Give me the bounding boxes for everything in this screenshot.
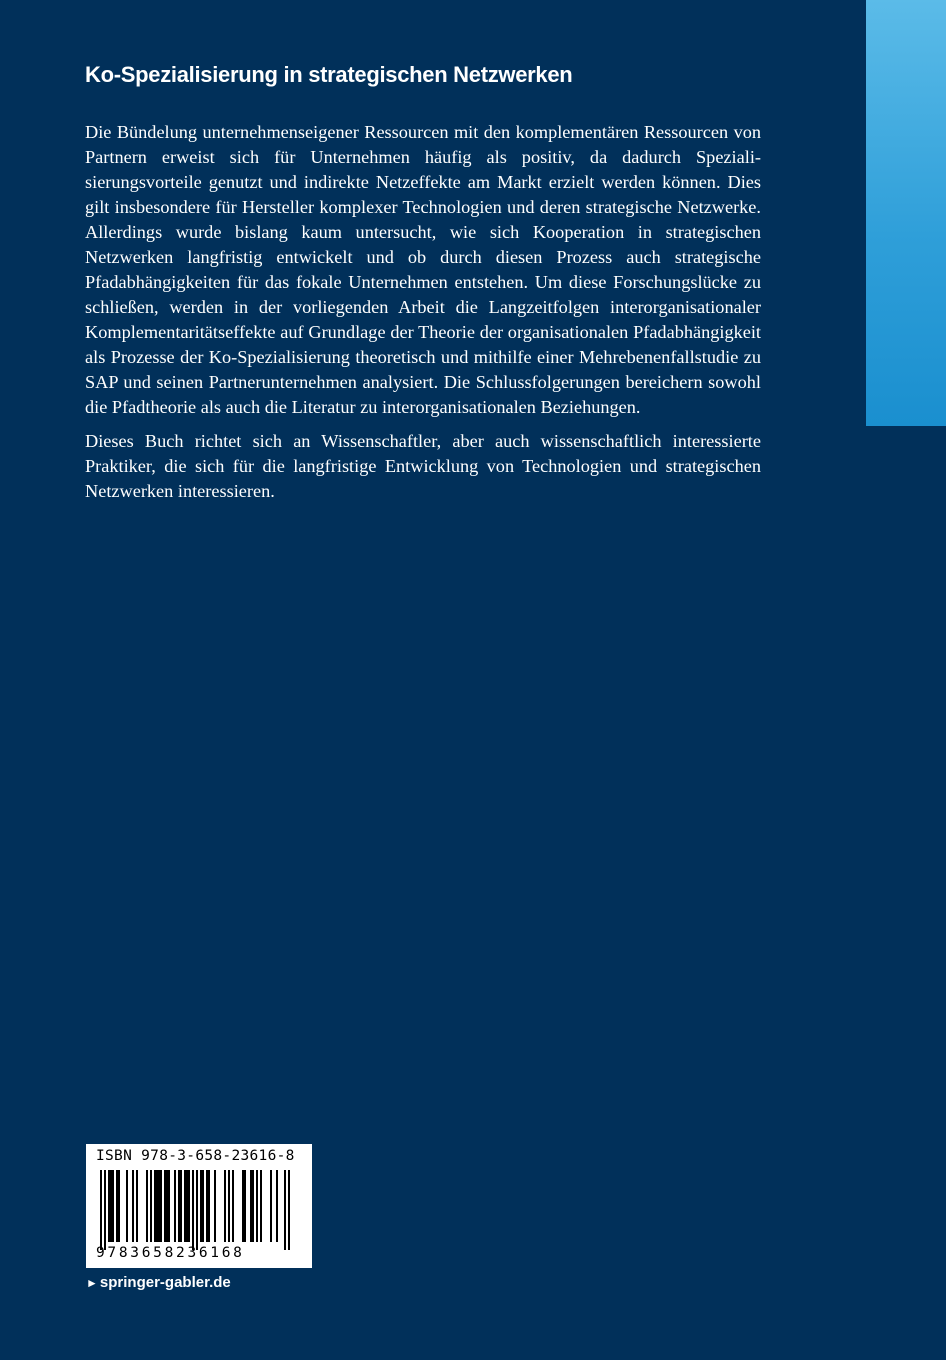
barcode-bar bbox=[164, 1170, 166, 1242]
isbn-barcode bbox=[86, 1144, 312, 1268]
publisher-link[interactable] bbox=[86, 1274, 231, 1291]
barcode-bar bbox=[150, 1170, 152, 1242]
barcode-bar bbox=[214, 1170, 216, 1242]
barcode-bar bbox=[192, 1170, 194, 1250]
barcode-bar bbox=[232, 1170, 234, 1242]
blurb-paragraph-1: Die Bündelung unternehmenseigener Ressourcen mit den komplementären Ressourcen von Partnern erweist sich für Unternehmen häufig als positiv, da dadurch Spezialisierungsvorteile genutzt und indirekte Netzeffekte am Markt erzielt werden können. Dies gilt insbesondere für Hersteller komplexer Technologien und deren strategische Netzwerke. Allerdings wurde bislang kaum untersucht, wie sich Kooperation in strategischen Netzwerken langfristig entwickelt und ob durch diesen Prozess auch strategische Pfadabhängigkeiten für das fokale Unternehmen entstehen. Um diese Forschungslücke zu schließen, werden in der vorliegenden Arbeit die Langzeitfolgen interorganisationaler Komplementaritätseffekte auf Grundlage der Theorie der organisationalen Pfadabhängigkeit als Prozesse der Ko-Spezialisierung theoretisch und mithilfe einer Mehrebenenfallstudie zu SAP und seinen Partnerunternehmen analysiert. Die Schlussfolgerungen bereichern sowohl die Pfadtheorie als auch die Literatur zu interorganisationalen Beziehungen. bbox=[85, 122, 761, 417]
barcode-bar bbox=[108, 1170, 110, 1242]
barcode-bar bbox=[208, 1170, 210, 1242]
barcode-bar bbox=[168, 1170, 170, 1242]
barcode-bars bbox=[100, 1170, 300, 1256]
barcode-bar bbox=[244, 1170, 246, 1242]
barcode-bar bbox=[206, 1170, 208, 1242]
barcode-bar bbox=[228, 1170, 230, 1242]
book-title: Ko-Spezialisierung in strategischen Netzwerken bbox=[85, 62, 573, 87]
barcode-bar bbox=[260, 1170, 262, 1242]
blurb-paragraph-2: Dieses Buch richtet sich an Wissenschaftler, aber auch wissenschaftlich interessierte Praktiker, die sich für die langfristige Entwicklung von Technologien und strategischen Netzwerken interessieren. bbox=[85, 431, 761, 501]
barcode-bar bbox=[202, 1170, 204, 1242]
barcode-bar bbox=[146, 1170, 148, 1242]
barcode-bar bbox=[270, 1170, 272, 1242]
barcode-bar bbox=[104, 1170, 106, 1250]
publisher-url[interactable]: springer-gabler.de bbox=[99, 1274, 231, 1291]
barcode-bar bbox=[284, 1170, 286, 1250]
barcode-bar bbox=[200, 1170, 202, 1242]
isbn-label: ISBN 978-3-658-23616-8 bbox=[96, 1148, 295, 1164]
barcode-bar bbox=[100, 1170, 102, 1250]
barcode-bar bbox=[136, 1170, 138, 1242]
barcode-bar bbox=[288, 1170, 290, 1250]
barcode-bar bbox=[250, 1170, 252, 1242]
barcode-bar bbox=[276, 1170, 278, 1242]
barcode-bar bbox=[160, 1170, 162, 1242]
barcode-bar bbox=[178, 1170, 180, 1242]
barcode-digits: 9783658236168 bbox=[96, 1245, 245, 1261]
barcode-bar bbox=[126, 1170, 128, 1242]
barcode-bar bbox=[242, 1170, 244, 1242]
barcode-bar bbox=[188, 1170, 190, 1242]
barcode-bar bbox=[174, 1170, 176, 1242]
arrow-right-icon: ► bbox=[86, 1276, 98, 1290]
barcode-bar bbox=[184, 1170, 186, 1242]
barcode-bar bbox=[112, 1170, 114, 1242]
barcode-bar bbox=[132, 1170, 134, 1242]
barcode-bar bbox=[252, 1170, 254, 1242]
barcode-bar bbox=[196, 1170, 198, 1250]
barcode-bar bbox=[186, 1170, 188, 1242]
barcode-bar bbox=[118, 1170, 120, 1242]
barcode-bar bbox=[156, 1170, 158, 1242]
barcode-bar bbox=[110, 1170, 112, 1242]
barcode-bar bbox=[158, 1170, 160, 1242]
barcode-bar bbox=[166, 1170, 168, 1242]
barcode-bar bbox=[256, 1170, 258, 1242]
barcode-bar bbox=[224, 1170, 226, 1242]
barcode-bar bbox=[154, 1170, 156, 1242]
barcode-bar bbox=[116, 1170, 118, 1242]
accent-bar bbox=[866, 0, 946, 426]
blurb bbox=[85, 120, 761, 513]
barcode-bar bbox=[180, 1170, 182, 1242]
